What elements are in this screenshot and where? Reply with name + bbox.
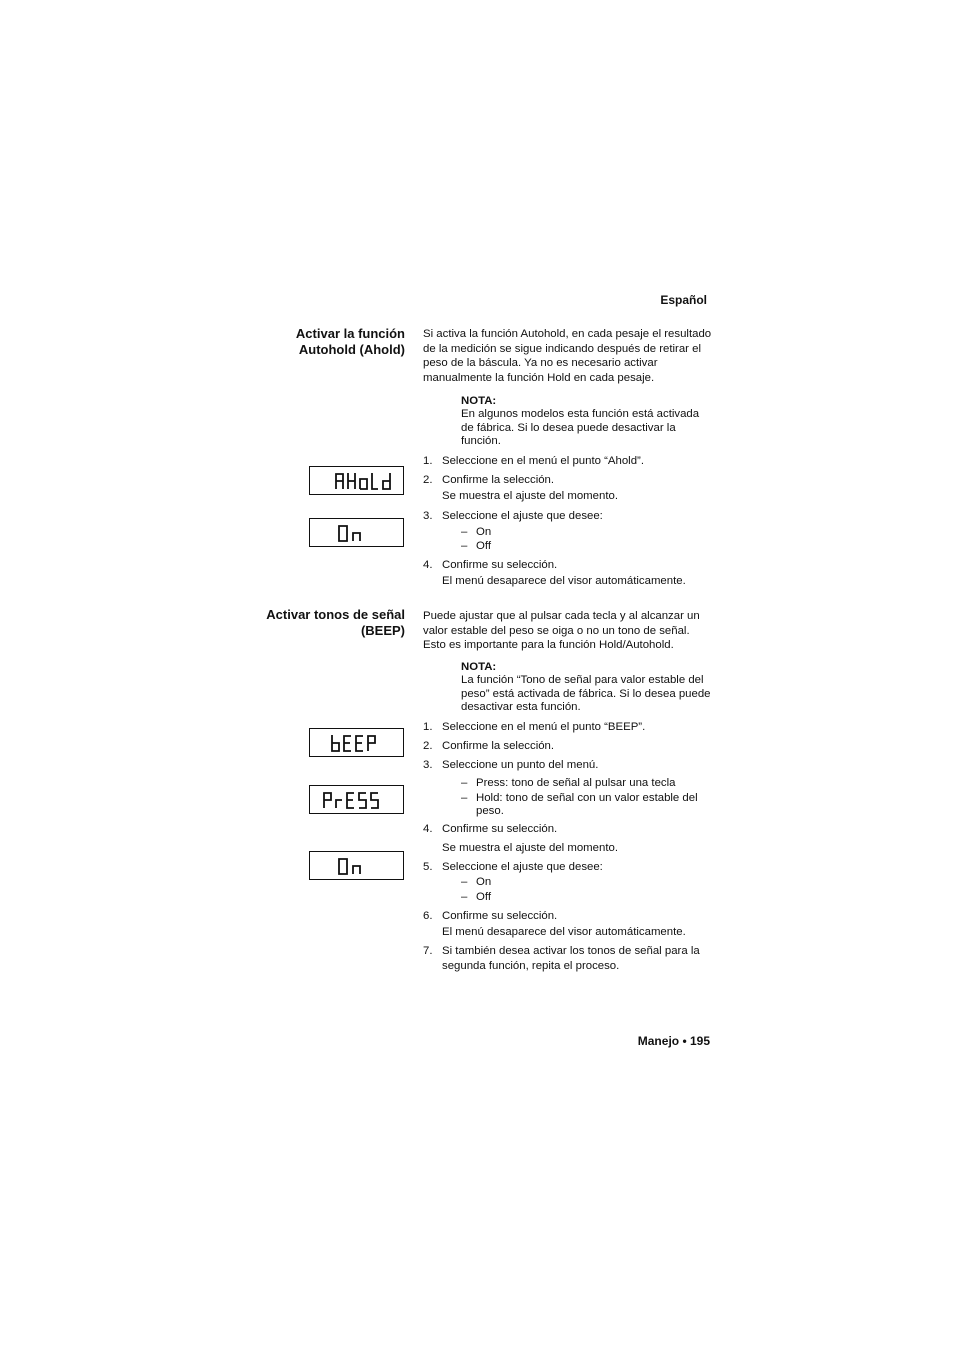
intro-autohold: Si activa la función Autohold, en cada pesaje el resultado de la medición se sigue indicando después de retirar el peso de la báscula. Ya no es necesario activar manualmente la función Hold en cada pesaje. (423, 328, 712, 384)
lcd-text: bEEP (356, 763, 359, 764)
menu-point-press: – Press: tono de señal al pulsar una tecla (461, 777, 676, 789)
language-header: Español (660, 293, 707, 307)
step-4: 4. Confirme su selección. El menú desaparece del visor automáticamente. (423, 559, 686, 587)
step-1: 1. Seleccione en el menú el punto “BEEP”. (423, 721, 646, 733)
lcd-text: PrESS (356, 820, 360, 821)
step-4: 4. Confirme su selección. Se muestra el ajuste del momento. (423, 823, 619, 854)
step-2: 2. Confirme la selección. (423, 740, 555, 752)
section-title-beep: Activar tonos de señal (BEEP) (266, 607, 405, 638)
option-off: – Off (461, 540, 491, 552)
page-footer: Manejo • 195 (637, 1034, 710, 1048)
step-6: 6. Confirme su selección. El menú desaparece del visor automáticamente. (423, 910, 686, 938)
option-off: – Off (461, 891, 491, 903)
lcd-text: On (356, 553, 358, 554)
note-beep: NOTA: La función “Tono de señal para valor estable del peso” está activada de fábrica. Si lo desea puede desactivar esta función. (461, 661, 711, 714)
step-1: 1. Seleccione en el menú el punto “Ahold”. (423, 455, 644, 467)
step-7: 7. Si también desea activar los tonos de señal para la segunda función, repita el proceso. (423, 945, 700, 972)
option-on: – On (461, 526, 492, 538)
menu-point-hold: – Hold: tono de señal con un valor estable del peso. (461, 792, 698, 817)
section-title-autohold: Activar la función Autohold (Ahold) (295, 326, 405, 357)
note-autohold: NOTA: En algunos modelos esta función está activada de fábrica. Si lo desea puede desactivar la función. (461, 395, 700, 448)
option-on: – On (461, 876, 492, 888)
lcd-display-on (309, 518, 404, 554)
lcd-display-on (309, 851, 404, 887)
step-5: 5. Seleccione el ajuste que desee: (423, 861, 603, 873)
step-2: 2. Confirme la selección. Se muestra el ajuste del momento. (423, 474, 619, 502)
intro-beep: Puede ajustar que al pulsar cada tecla y al alcanzar un valor estable del peso se oiga o no un tono de señal. Esto es importante para la función Hold/Autohold. (423, 610, 700, 652)
step-3: 3. Seleccione el ajuste que desee: (423, 510, 603, 522)
step-3: 3. Seleccione un punto del menú. (423, 759, 599, 771)
lcd-text: On (356, 886, 358, 887)
lcd-display-ahold (309, 466, 404, 502)
lcd-display-press (309, 785, 404, 821)
lcd-text: AHOLd (356, 501, 360, 502)
lcd-display-beep (309, 728, 404, 764)
